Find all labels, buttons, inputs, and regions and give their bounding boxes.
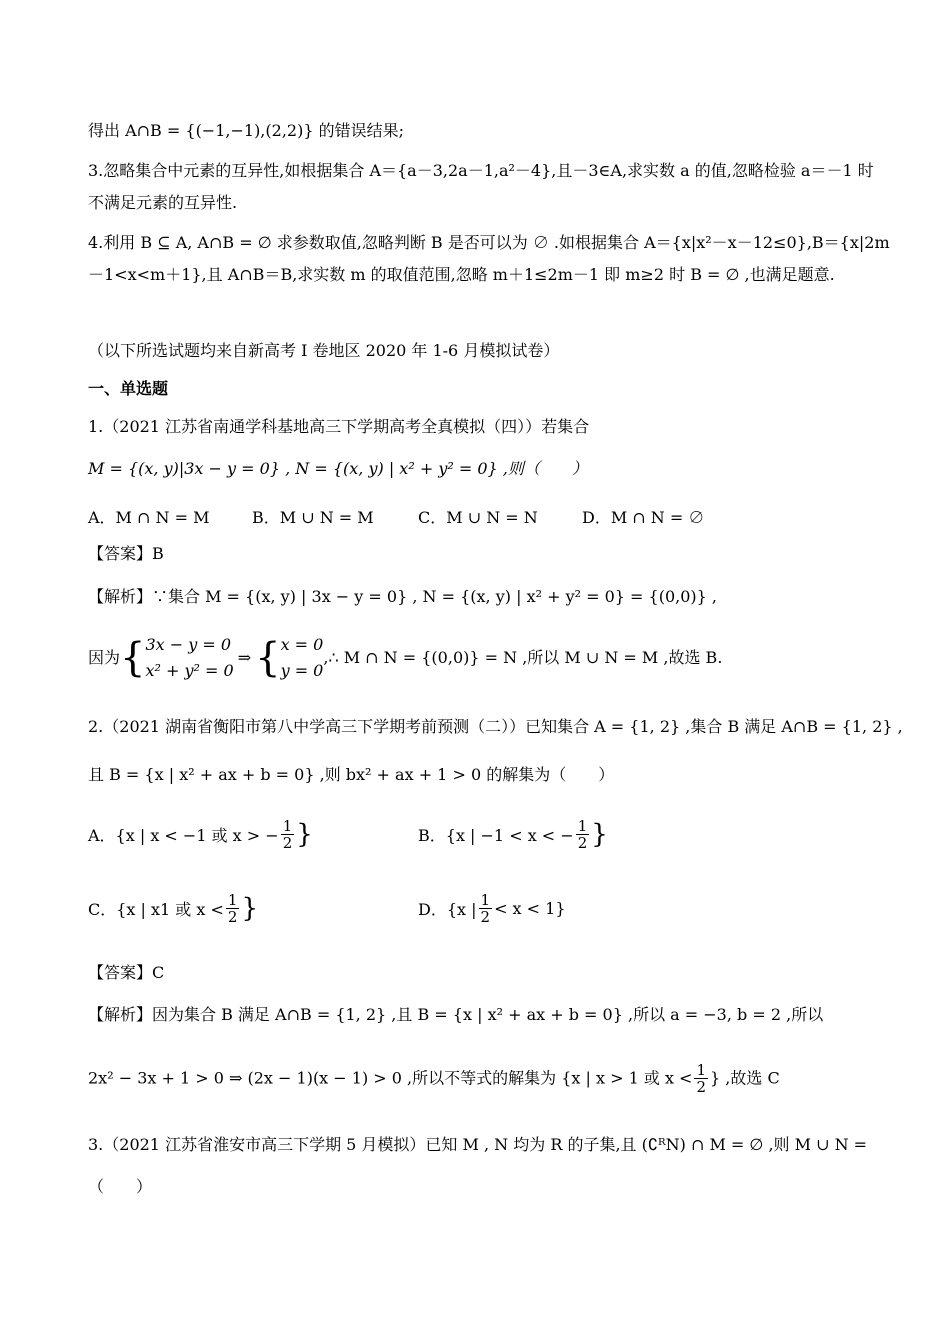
q2-option-d-text: D．{x | bbox=[418, 900, 477, 919]
q1-option-b: B．M ∪ N = M bbox=[252, 508, 374, 527]
q2-analysis-2 bbox=[88, 1058, 780, 1099]
intro-line-5: －1<x<m＋1},且 A∩B＝B,求实数 m 的取值范围,忽略 m＋1≤2m－1 即 m≥2 时 B = ∅ ,也满足题意. bbox=[88, 265, 835, 284]
q2-answer: 【答案】C bbox=[88, 963, 165, 982]
q1-option-c: C．M ∪ N = N bbox=[418, 508, 538, 527]
q2-analysis-2-pre: 2x² − 3x + 1 > 0 ⇒ (2x − 1)(x − 1) > 0 ,所以不等式的解集为 {x | x > 1 或 x < bbox=[88, 1068, 693, 1088]
q2-option-c-fraction bbox=[226, 892, 240, 925]
q2-option-b-text: B．{x | −1 < x < − bbox=[418, 826, 574, 845]
q2-stem-1: 2.（2021 湖南省衡阳市第八中学高三下学期考前预测（二））已知集合 A = {1, 2} ,集合 B 满足 A∩B = {1, 2} , bbox=[88, 717, 903, 736]
q1-arrow: ⇒ bbox=[237, 648, 252, 667]
q2-analysis-2-post: } ,故选 C bbox=[710, 1068, 780, 1088]
q2-option-b-fraction bbox=[576, 818, 590, 851]
fraction-numerator: 1 bbox=[227, 891, 238, 909]
q2-option-b bbox=[418, 818, 608, 851]
section-heading: 一、单选题 bbox=[88, 379, 169, 398]
q2-option-c-text: C．{x | x1 或 x < bbox=[88, 900, 224, 919]
intro-line-3: 不满足元素的互异性. bbox=[88, 193, 238, 212]
fraction-denominator: 2 bbox=[480, 908, 491, 926]
q2-option-a-close: } bbox=[296, 819, 313, 850]
q1-analysis-2 bbox=[88, 632, 722, 684]
q2-option-a bbox=[88, 818, 313, 851]
intro-line-1: 得出 A∩B = {(−1,−1),(2,2)} 的错误结果; bbox=[88, 121, 404, 140]
fraction-numerator: 1 bbox=[577, 817, 588, 835]
fraction-denominator: 2 bbox=[227, 908, 238, 926]
q2-analysis-1: 【解析】因为集合 B 满足 A∩B = {1, 2} ,且 B = {x | x² + ax + b = 0} ,所以 a = −3, b = 2 ,所以 bbox=[88, 1005, 824, 1024]
q2-option-b-close: } bbox=[591, 819, 608, 850]
fraction-numerator: 1 bbox=[282, 817, 293, 835]
q1-analysis-1: 【解析】∵集合 M = {(x, y) | 3x − y = 0} , N = {(x, y) | x² + y² = 0} = {(0,0)} , bbox=[88, 587, 718, 606]
fraction-denominator: 2 bbox=[577, 834, 588, 852]
q1-system-2-eq1: x = 0 bbox=[280, 635, 324, 654]
q1-system-1-eq2: x² + y² = 0 bbox=[145, 661, 234, 680]
q2-option-d bbox=[418, 892, 566, 925]
q1-stem-2: M = {(x, y)|3x − y = 0} , N = {(x, y) | x² + y² = 0} ,则（ ） bbox=[88, 459, 588, 478]
q2-option-d-fraction bbox=[479, 892, 493, 925]
q2-option-a-text: A．{x | x < −1 或 x > − bbox=[88, 826, 279, 845]
q1-stem-1: 1.（2021 江苏省南通学科基地高三下学期高考全真模拟（四））若集合 bbox=[88, 417, 590, 436]
q1-system-1: { 3x − y = 0 x² + y² = 0 bbox=[120, 632, 234, 684]
q1-answer: 【答案】B bbox=[88, 544, 164, 563]
intro-line-4: 4.利用 B ⊆ A, A∩B = ∅ 求参数取值,忽略判断 B 是否可以为 ∅ .如根据集合 A＝{x|x²－x－12≤0},B＝{x|2m bbox=[88, 233, 890, 252]
q1-system-2: { x = 0 y = 0 bbox=[255, 632, 323, 684]
q2-option-a-fraction bbox=[281, 818, 295, 851]
q1-system-2-eq2: y = 0 bbox=[280, 661, 324, 680]
q1-option-d: D．M ∩ N = ∅ bbox=[582, 508, 705, 527]
source-note: （以下所选试题均来自新高考 I 卷地区 2020 年 1-6 月模拟试卷） bbox=[88, 341, 560, 360]
q2-analysis-fraction bbox=[694, 1062, 708, 1095]
q2-option-c bbox=[88, 892, 258, 925]
q1-system-1-eq1: 3x − y = 0 bbox=[145, 635, 232, 654]
fraction-denominator: 2 bbox=[696, 1078, 707, 1096]
fraction-denominator: 2 bbox=[282, 834, 293, 852]
q3-stem-1: 3.（2021 江苏省淮安市高三下学期 5 月模拟）已知 M , N 均为 R 的子集,且 (∁ᴿN) ∩ M = ∅ ,则 M ∪ N = bbox=[88, 1135, 868, 1154]
q2-option-c-close: } bbox=[241, 893, 258, 924]
fraction-numerator: 1 bbox=[696, 1061, 707, 1079]
q2-option-d-post: < x < 1} bbox=[494, 899, 566, 918]
fraction-numerator: 1 bbox=[480, 891, 491, 909]
intro-line-2: 3.忽略集合中元素的互异性,如根据集合 A＝{a－3,2a－1,a²－4},且－3∈A,求实数 a 的值,忽略检验 a＝－1 时 bbox=[88, 161, 874, 180]
q3-stem-2: （ ） bbox=[88, 1177, 153, 1196]
q1-analysis-2-pre: 因为 bbox=[88, 648, 121, 667]
q2-stem-2: 且 B = {x | x² + ax + b = 0} ,则 bx² + ax + 1 > 0 的解集为（ ） bbox=[88, 765, 615, 784]
q1-option-a: A．M ∩ N = M bbox=[88, 508, 210, 527]
q1-analysis-2-post: ,∴ M ∩ N = {(0,0)} = N ,所以 M ∪ N = M ,故选 B. bbox=[323, 648, 723, 667]
